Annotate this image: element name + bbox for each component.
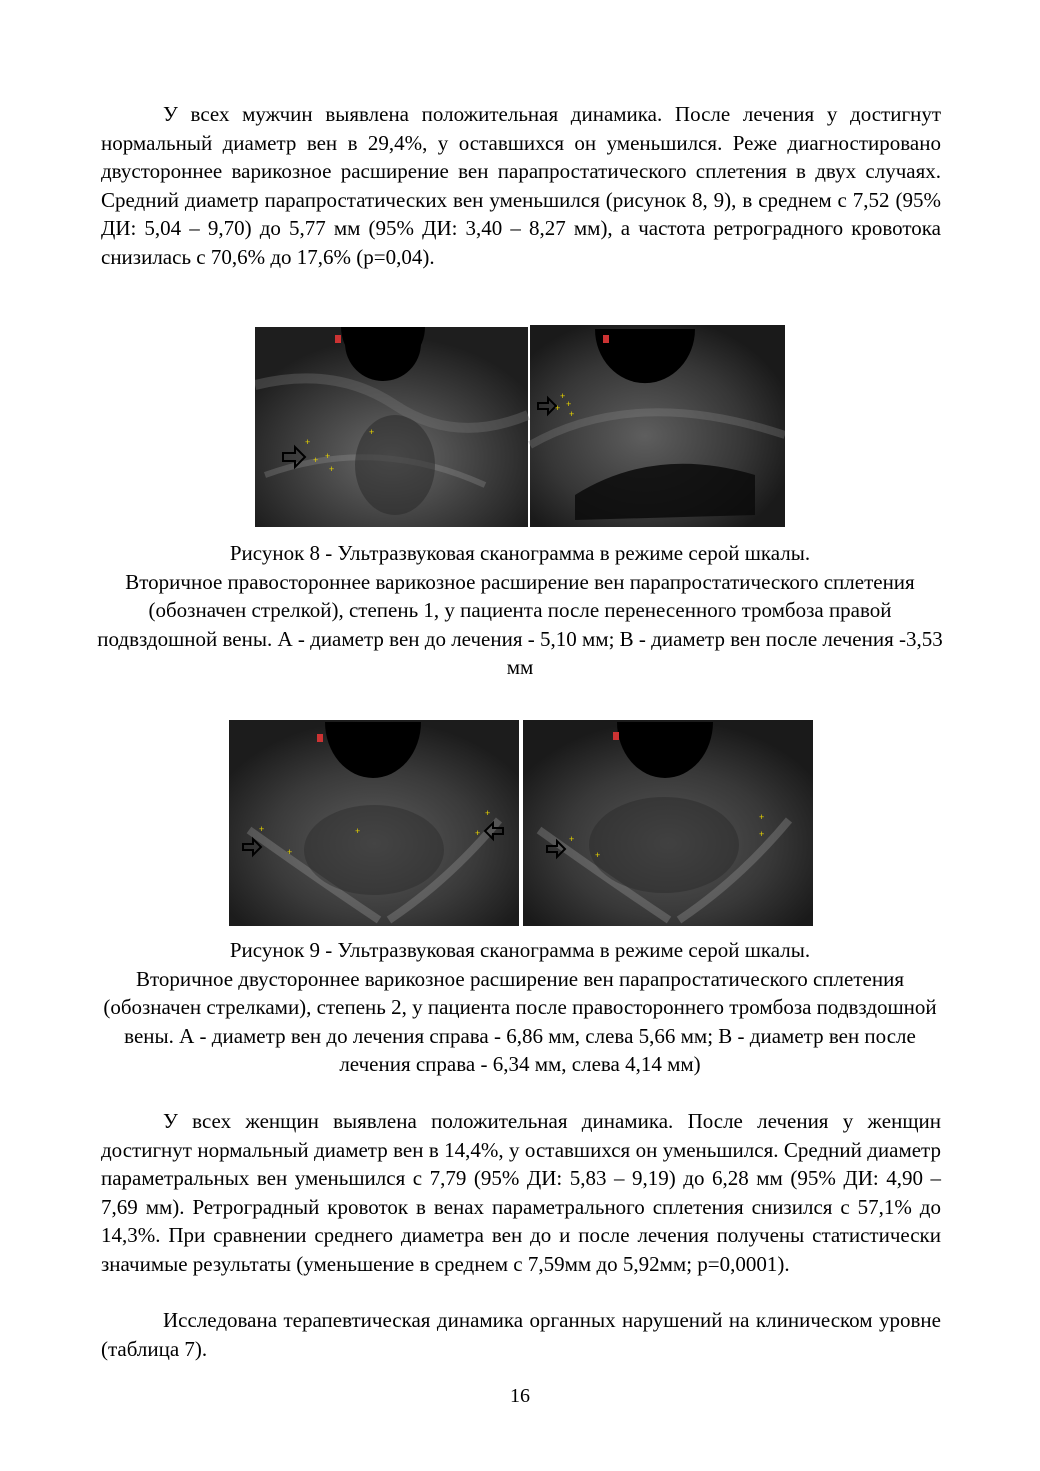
svg-text:+: + (555, 403, 561, 413)
paragraph-study-note: Исследована терапевтическая динамика органных нарушений на клиническом уровне (таблица 7). (101, 1308, 941, 1361)
paragraph-men-results: У всех мужчин выявлена положительная динамика. После лечения у достигнут нормальный диаметр вен в 29,4%, у оставшихся он уменьшился. Реже диагностировано двустороннее варикозное расширение вен парапростатического сплетения в двух случаях. Средний диаметр парапростатических вен уменьшился (рисунок 8, 9), в среднем с 7,52 (95% ДИ: 5,04 – 9,70) до 5,77 мм (95% ДИ: 3,40 – 8,27 мм), а частота ретроградного кровотока снизилась с 70,6% до 17,6% (p=0,04). (101, 102, 941, 269)
figure-8-caption-body: Вторичное правостороннее варикозное расширение вен парапростатического сплетения (обозначен стрелкой), степень 1, у пациента после перенесенного тромбоза правой подвздошной вены. А - диаметр вен до лечения - 5,10 мм; В - диаметр вен после лечения -3,53 мм (97, 569, 943, 680)
svg-text:+: + (287, 847, 293, 857)
figure-8-image (255, 325, 785, 527)
figure-9-caption-title: Рисунок 9 - Ультразвуковая сканограмма в режиме серой шкалы. (229, 938, 811, 962)
svg-text:+: + (759, 829, 765, 839)
svg-text:+: + (485, 808, 491, 818)
svg-text:+: + (569, 409, 575, 419)
svg-text:+: + (569, 834, 575, 844)
svg-text:+: + (560, 391, 566, 401)
figure-8-ultrasound (255, 325, 785, 527)
figure-8-caption (90, 539, 950, 682)
figure-9-caption (90, 936, 950, 1079)
paragraph-women-results: У всех женщин выявлена положительная динамика. После лечения у женщин достигнут нормальный диаметр вен в 14,4%, у оставшихся он уменьшился. Средний диаметр параметральных вен уменьшился с 7,79 (95% ДИ: 5,83 – 9,19) до 6,28 мм (95% ДИ: 4,90 – 7,69 мм). Ретроградный кровоток в венах параметрального сплетения снизился с 57,1% до 14,3%. При сравнении среднего диаметра вен до и после лечения получены статистически значимые результаты (уменьшение в среднем с 7,59мм до 5,92мм; p=0,0001). (101, 1109, 941, 1276)
svg-text:+: + (259, 824, 265, 834)
ultrasound-panel-a (229, 720, 519, 926)
figure-9-ultrasound (229, 720, 813, 926)
svg-text:+: + (313, 455, 319, 465)
svg-text:+: + (595, 850, 601, 860)
ultrasound-panel-a (255, 327, 528, 527)
ultrasound-panel-b (523, 720, 813, 926)
svg-text:+: + (325, 451, 331, 461)
figure-9-caption-body: Вторичное двустороннее варикозное расширение вен парапростатического сплетения (обозначен стрелками), степень 2, у пациента после правостороннего тромбоза подвздошной вены. А - диаметр вен до лечения справа - 6,86 мм, слева 5,66 мм; В - диаметр вен после лечения справа - 6,34 мм, слева 4,14 мм) (103, 966, 937, 1077)
page-number: 16 (510, 1385, 530, 1407)
svg-text:+: + (759, 812, 765, 822)
figure-9-image (229, 720, 813, 926)
ultrasound-panel-b (530, 325, 785, 527)
svg-text:+: + (355, 826, 361, 836)
svg-text:+: + (369, 427, 375, 437)
svg-text:+: + (475, 828, 481, 838)
svg-text:+: + (305, 437, 311, 447)
figure-8-caption-title: Рисунок 8 - Ультразвуковая сканограмма в режиме серой шкалы. (229, 541, 811, 565)
svg-text:+: + (566, 399, 572, 409)
svg-text:+: + (329, 464, 335, 474)
